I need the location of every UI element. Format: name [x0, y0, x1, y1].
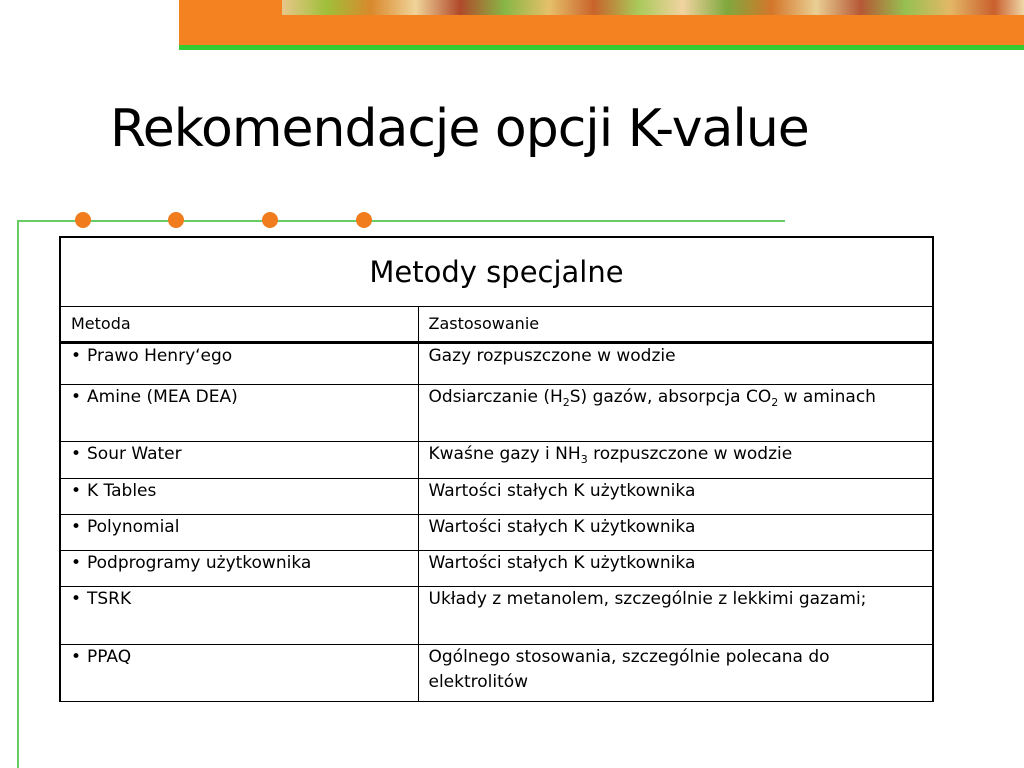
method-name: Polynomial [87, 517, 180, 537]
usage-cell [418, 442, 933, 479]
decorative-horizontal-line [17, 220, 785, 222]
method-cell [60, 587, 418, 645]
usage-cell: Wartości stałych K użytkownika [418, 479, 933, 515]
column-header-usage: Zastosowanie [418, 307, 933, 343]
methods-table [59, 236, 934, 702]
method-name: Amine (MEA DEA) [87, 387, 238, 407]
table-row [60, 343, 933, 385]
table-caption: Metody specjalne [60, 237, 933, 307]
usage-cell: Wartości stałych K użytkownika [418, 551, 933, 587]
methods-table-container [59, 236, 932, 702]
usage-cell: Gazy rozpuszczone w wodzie [418, 343, 933, 385]
usage-text: Odsiarczanie (H [428, 387, 563, 407]
method-cell [60, 645, 418, 702]
method-name: Podprogramy użytkownika [87, 553, 312, 573]
table-header-row [60, 307, 933, 343]
usage-text: Kwaśne gazy i NH [428, 444, 581, 464]
method-cell [60, 343, 418, 385]
subscript: 2 [771, 396, 779, 409]
usage-cell: Ogólnego stosowania, szczególnie polecana do elektrolitów [418, 645, 933, 702]
table-row [60, 479, 933, 515]
decorative-dot [75, 212, 91, 228]
usage-text: w aminach [778, 387, 876, 407]
subscript: 3 [580, 453, 588, 466]
table-row [60, 515, 933, 551]
method-name: TSRK [87, 589, 132, 609]
decorative-dot [262, 212, 278, 228]
method-name: K Tables [87, 481, 157, 501]
method-name: Prawo Henry‘ego [87, 346, 233, 366]
usage-cell: Układy z metanolem, szczególnie z lekkimi gazami; [418, 587, 933, 645]
usage-text: S) gazów, absorpcja CO [569, 387, 772, 407]
bullet-icon: • [71, 387, 82, 407]
method-cell [60, 551, 418, 587]
method-name: PPAQ [87, 647, 132, 667]
method-cell [60, 442, 418, 479]
bullet-icon: • [71, 553, 82, 573]
usage-cell [418, 385, 933, 442]
decorative-vertical-line [17, 220, 19, 768]
method-cell [60, 385, 418, 442]
table-row [60, 645, 933, 702]
slide-title: Rekomendacje opcji K-value [110, 99, 809, 159]
table-row [60, 587, 933, 645]
bullet-icon: • [71, 481, 82, 501]
bullet-icon: • [71, 517, 82, 537]
usage-text: rozpuszczone w wodzie [587, 444, 793, 464]
subscript: 2 [562, 396, 570, 409]
bullet-icon: • [71, 346, 82, 366]
method-cell [60, 515, 418, 551]
method-name: Sour Water [87, 444, 182, 464]
table-row [60, 551, 933, 587]
bullet-icon: • [71, 647, 82, 667]
table-row [60, 385, 933, 442]
header-green-line [179, 45, 1024, 50]
bullet-icon: • [71, 589, 82, 609]
decorative-dot [356, 212, 372, 228]
method-cell [60, 479, 418, 515]
bullet-icon: • [71, 444, 82, 464]
header-decorative-image-strip [282, 0, 1024, 15]
table-row [60, 442, 933, 479]
usage-cell: Wartości stałych K użytkownika [418, 515, 933, 551]
column-header-method: Metoda [60, 307, 418, 343]
table-caption-row [60, 237, 933, 307]
decorative-dot [168, 212, 184, 228]
